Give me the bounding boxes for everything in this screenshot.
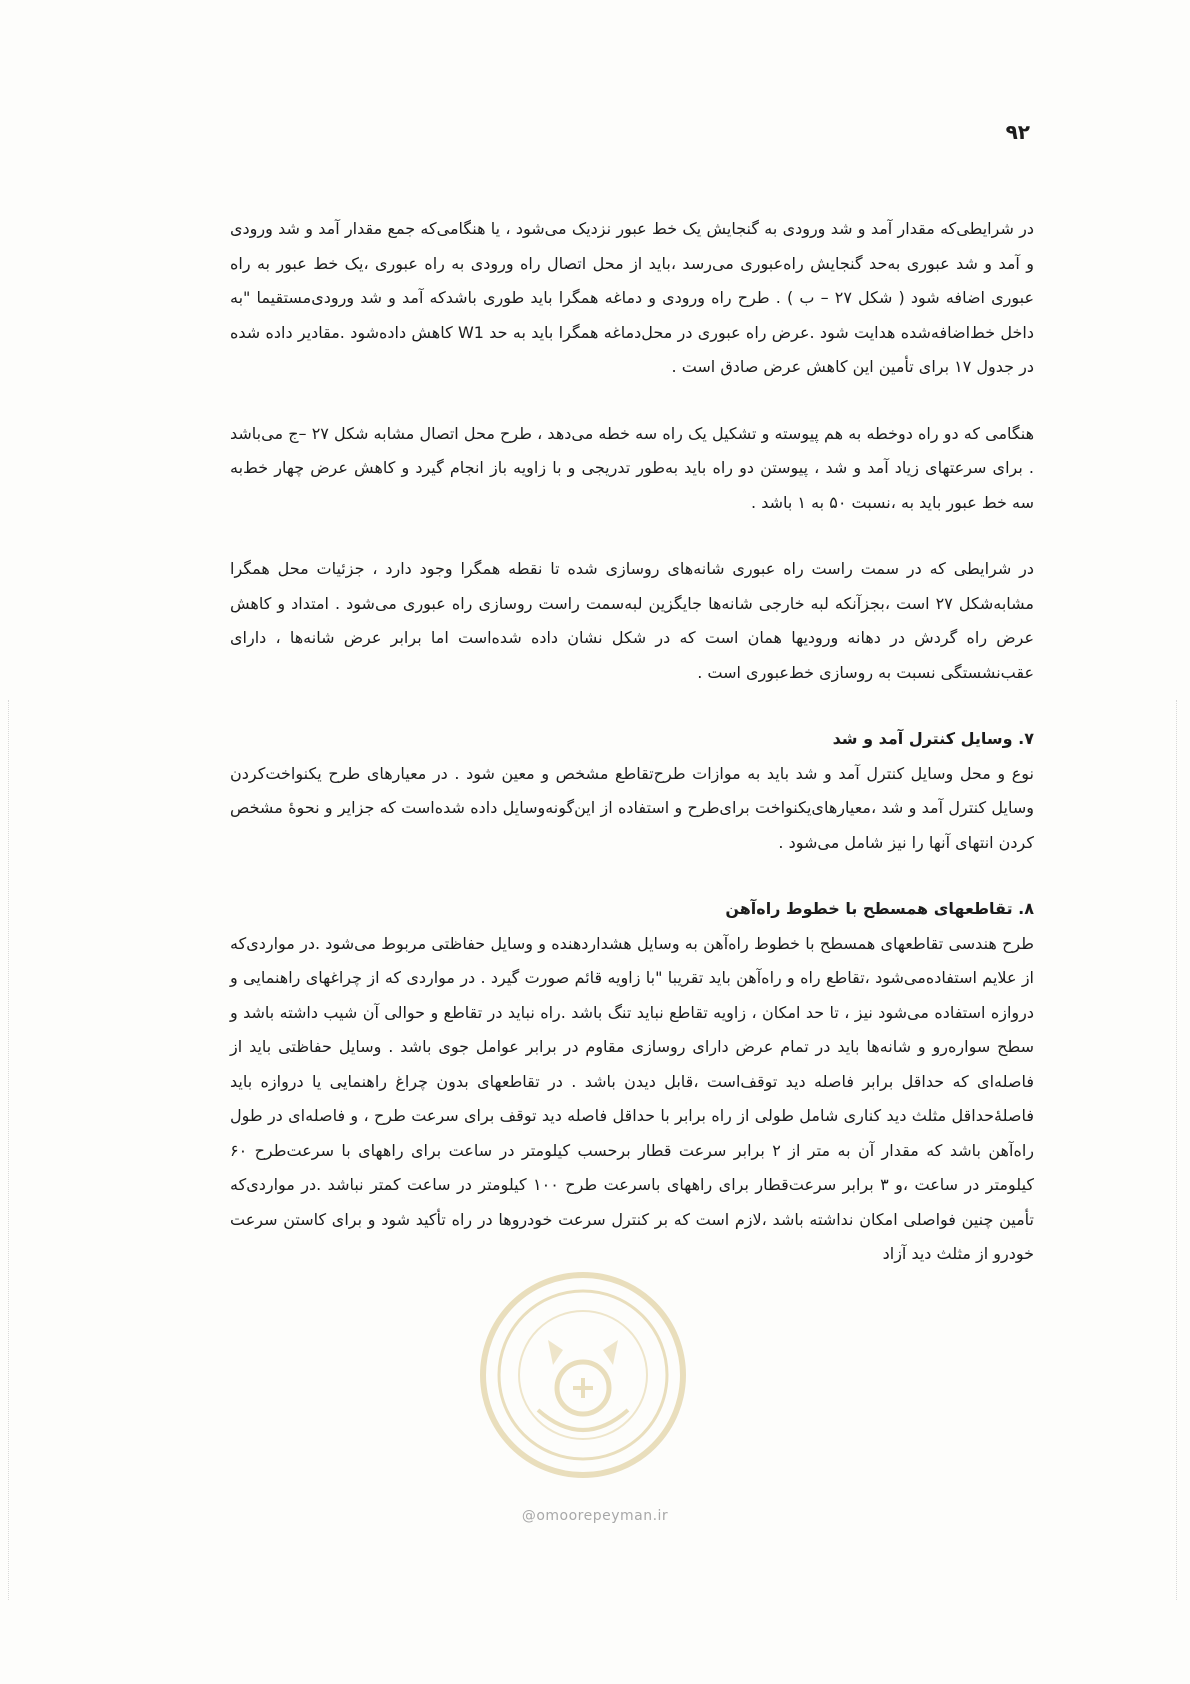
watermark-seal-icon — [478, 1270, 688, 1480]
paragraph-gap — [230, 385, 1034, 417]
watermark-site: @omoorepeyman.ir — [521, 1508, 669, 1524]
margin-scan-marks — [1176, 700, 1179, 1600]
paragraph-railroad-crossings: طرح هندسی تقاطعهای همسطح با خطوط راه‌آهن به وسایل هشداردهنده و وسایل حفاظتی مربوط می‌شود .در مواردی‌که از علایم استفاده‌می‌شود ،تقاطع راه و راه‌آهن باید تقریبا "با زاویه قائم صورت گیرد . در مواردی که از چراغهای راهنمایی و دروازه استفاده می‌شود نیز ، تا حد امکان ، زاویه تقاطع نباید تنگ باشد .راه نباید در تقاطع و حوالی آن شیب داشته باشد و سطح سواره‌رو و شانه‌ها باید در تمام عرض دارای روسازی مقاوم در برابر عوامل جوی باشد . وسایل حفاظتی باید از فاصله‌ای که حداقل برابر فاصله دید توقف‌است ،قابل دیدن باشد . در تقاطعهای بدون چراغ راهنمایی یا دروازه باید فاصله‌ٔحداقل مثلث دید کناری شامل طولی از راه برابر با حداقل فاصله دید توقف برای سرعت طرح ، و فاصله‌ای در طول راه‌آهن باشد که مقدار آن به متر از ۲ برابر سرعت قطار برحسب کیلومتر در ساعت برای راههای با سرعت‌طرح ۶۰ کیلومتر در ساعت ،و ۳ برابر سرعت‌قطار برای راههای باسرعت طرح ۱۰۰ کیلومتر در ساعت کمتر نباشد .در مواردی‌که تأمین چنین فواصلی امکان نداشته باشد ،لازم است که بر کنترل سرعت خودروها در راه تأکید شود و برای کاستن سرعت خودرو از مثلث دید آزاد — [230, 933, 1035, 1263]
margin-scan-marks — [8, 700, 11, 1600]
document-body — [230, 212, 1034, 1272]
paragraph-paved-shoulders: در شرایطی که در سمت راست راه عبوری شانه‌های روسازی شده تا نقطه همگرا وجود دارد ، جزئیات محل همگرا مشابه‌شکل ۲۷ است ،بجزآنکه لبه خارجی شانه‌ها جایگزین لبه‌سمت راست روسازی راه عبوری می‌شود . امتداد و کاهش عرض راه گردش در دهانه ورودیها همان است که در شکل نشان داده شده‌است اما برابر عرض شانه‌ها ، دارای عقب‌نشستگی نسبت به روسازی خط‌عبوری است . — [230, 559, 1035, 682]
paragraph-gap — [230, 690, 1034, 722]
section-heading-railroad-crossings: ۸. تقاطعهای همسطح با خطوط راه‌آهن — [725, 899, 1034, 918]
paragraph-gap — [230, 860, 1034, 892]
paragraph-two-lane-junction: هنگامی که دو راه دوخطه به هم پیوسته و تشکیل یک راه سه خطه می‌دهد ، طرح محل اتصال مشابه شکل ۲۷ –ج می‌باشد . برای سرعتهای زیاد آمد و شد ، پیوستن دو راه باید به‌طور تدریجی و با زاویه باز انجام گیرد و کاهش عرض چهار خط‌به سه خط عبور باید به ،نسبت ۵۰ به ۱ باشد . — [230, 423, 1035, 512]
paragraph-traffic-control: نوع و محل وسایل کنترل آمد و شد باید به موازات طرح‌تقاطع مشخص و معین شود . در معیارهای طرح یکنواخت‌کردن وسایل کنترل آمد و شد ،معیارهای‌یکنواخت برای‌طرح و استفاده از این‌گونه‌وسایل داده شده‌است که جزایر و نحوه‌ٔ مشخص کردن انتهای آنها را نیز شامل می‌شود . — [230, 763, 1034, 852]
paragraph-gap — [230, 520, 1034, 552]
section-heading-traffic-control: ۷. وسایل کنترل آمد و شد — [832, 729, 1034, 748]
page-number: ۹۲ — [1005, 120, 1030, 144]
paragraph-merge-lane: در شرایطی‌که مقدار آمد و شد ورودی به گنجایش یک خط عبور نزدیک می‌شود ، یا هنگامی‌که جمع مقدار آمد و شد ورودی و آمد و شد عبوری به‌حد گنجایش راه‌عبوری می‌رسد ،باید از محل اتصال راه ورودی به راه عبوری ،یک خط عبور به راه عبوری اضافه شود ( شکل ۲۷ – ب ) . طرح راه ورودی و دماغه همگرا باید طوری باشدکه آمد و شد ورودی‌مستقیما "به داخل خط‌اضافه‌شده هدایت شود .عرض راه عبوری در محل‌دماغه همگرا باید به حد W1 کاهش داده‌شود .مقادیر داده شده در جدول ۱۷ برای تأمین این کاهش عرض صادق است . — [230, 219, 1035, 376]
